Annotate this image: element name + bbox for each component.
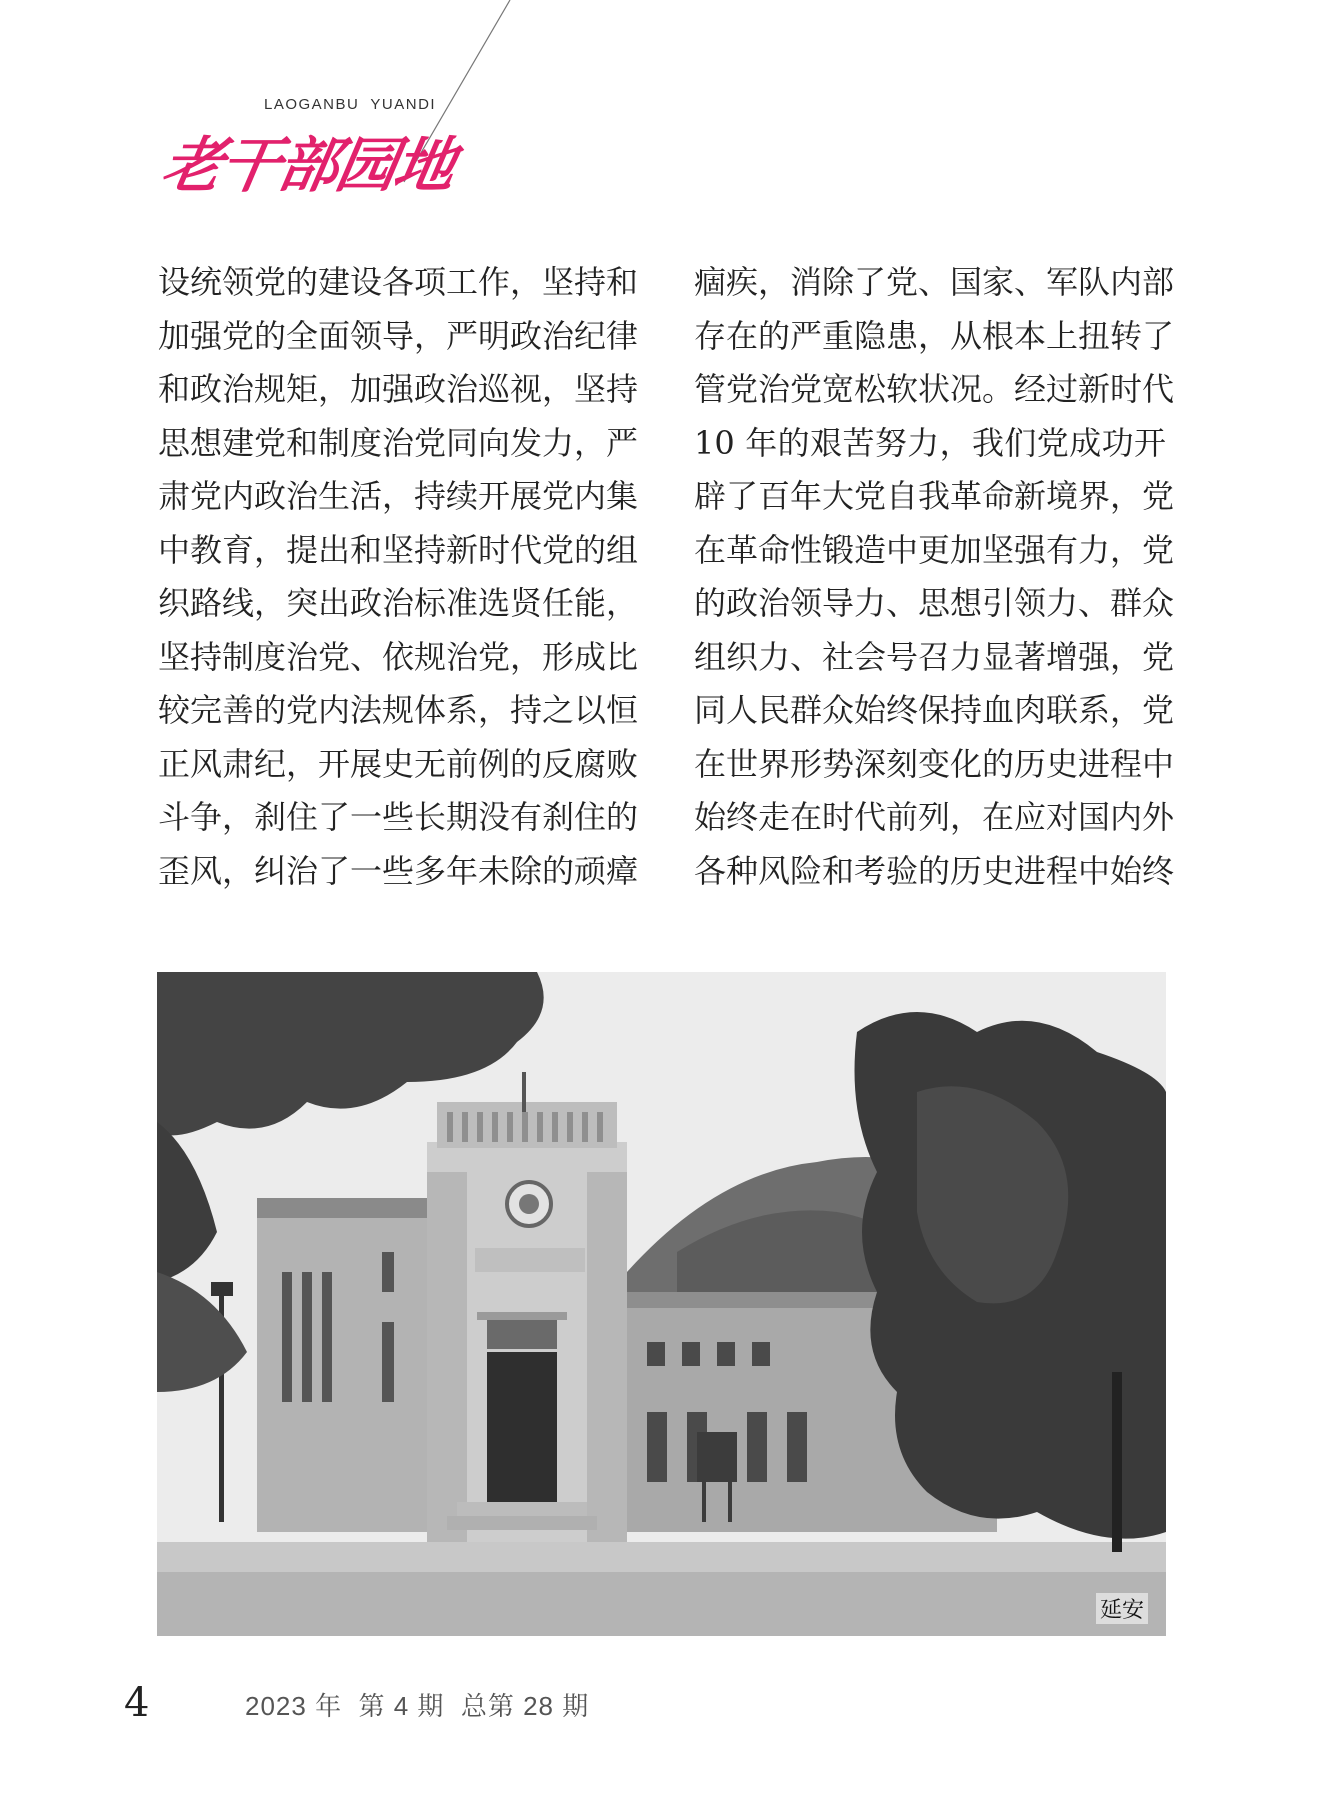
text-line: 始终走在时代前列，在应对国内外 (694, 798, 1175, 836)
text-line: 坚持制度治党、依规治党，形成比 (158, 637, 639, 676)
text-line: 肃党内政治生活，持续开展党内集 (158, 477, 639, 515)
text-line: 加强党的全面领导，严明政治纪律 (158, 316, 639, 355)
text-line: 的政治领导力、思想引领力、群众 (694, 584, 1175, 622)
masthead-logo-title: 老干部园地 (156, 131, 459, 201)
issue-info: 2023 年 第 4 期 总第 28 期 (245, 1691, 590, 1721)
text-line: 管党治党宽松软状况。经过新时代 (694, 370, 1175, 408)
photo-caption: 延安 (1096, 1593, 1148, 1624)
masthead-pinyin: LAOGANBU YUANDI (264, 96, 437, 113)
page-header (0, 0, 1323, 220)
text-line: 正风肃纪，开展史无前例的反腐败 (158, 744, 639, 783)
article-column-left (158, 256, 639, 898)
article-body (158, 256, 1175, 896)
text-line: 存在的严重隐患，从根本上扭转了 (694, 316, 1175, 355)
page-number: 4 (124, 1680, 150, 1726)
text-line: 织路线，突出政治标准选贤任能， (158, 584, 639, 622)
text-line: 同人民群众始终保持血肉联系，党 (694, 691, 1175, 729)
text-line: 设统领党的建设各项工作，坚持和 (158, 263, 639, 301)
text-line: 较完善的党内法规体系，持之以恒 (158, 691, 639, 729)
text-line: 和政治规矩，加强政治巡视，坚持 (158, 370, 639, 408)
text-line: 组织力、社会号召力显著增强，党 (694, 637, 1175, 676)
photo-illustration (157, 972, 1166, 1636)
text-line: 各种风险和考验的历史进程中始终 (694, 851, 1175, 890)
text-line: 在革命性锻造中更加坚强有力，党 (694, 530, 1175, 569)
text-line: 辟了百年大党自我革命新境界，党 (694, 477, 1175, 515)
text-line: 思想建党和制度治党同向发力，严 (158, 423, 639, 462)
yanan-building-photo (157, 972, 1166, 1636)
text-line: 斗争，刹住了一些长期没有刹住的 (158, 798, 639, 836)
text-line: 10 年的艰苦努力，我们党成功开 (694, 423, 1166, 462)
article-column-right (694, 256, 1175, 898)
text-line: 在世界形势深刻变化的历史进程中 (694, 744, 1175, 783)
text-line: 歪风，纠治了一些多年未除的顽瘴 (158, 851, 639, 890)
text-line: 痼疾，消除了党、国家、军队内部 (694, 263, 1175, 301)
text-line: 中教育，提出和坚持新时代党的组 (158, 530, 639, 569)
